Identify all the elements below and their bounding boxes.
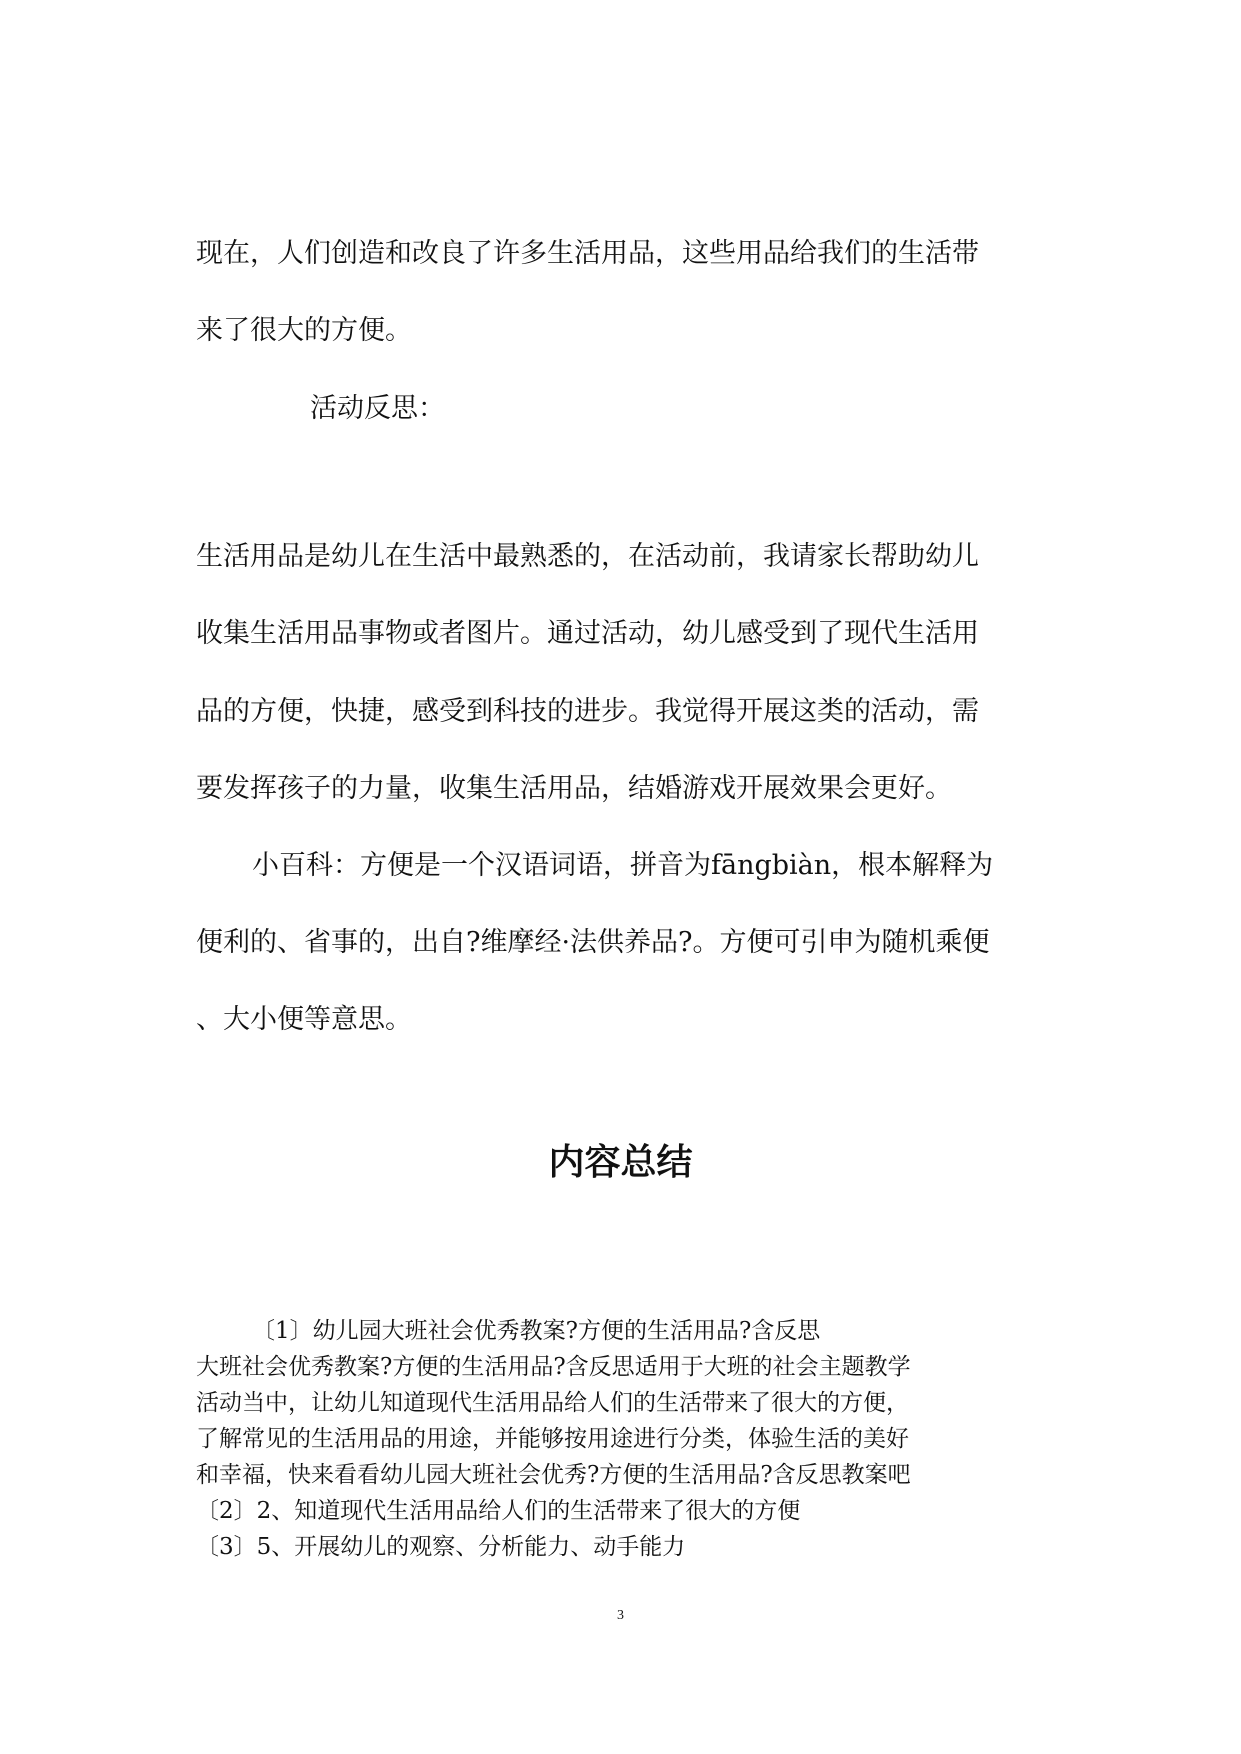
summary-line: 和幸福，快来看看幼儿园大班社会优秀?方便的生活用品?含反思教案吧 bbox=[196, 1462, 911, 1488]
summary-line: 了解常见的生活用品的用途，并能够按用途进行分类，体验生活的美好 bbox=[196, 1426, 909, 1452]
paragraph-line: 要发挥孩子的力量，收集生活用品，结婚游戏开展效果会更好。 bbox=[196, 773, 952, 804]
paragraph-line: 收集生活用品事物或者图片。通过活动，幼儿感受到了现代生活用 bbox=[196, 618, 979, 649]
paragraph-line: 小百科：方便是一个汉语词语，拼音为fāngbiàn，根本解释为 bbox=[252, 850, 994, 881]
paragraph-line: 来了很大的方便。 bbox=[196, 315, 412, 346]
summary-line: 〔3〕5、开展幼儿的观察、分析能力、动手能力 bbox=[196, 1534, 686, 1560]
summary-line: 〔2〕2、知道现代生活用品给人们的生活带来了很大的方便 bbox=[196, 1498, 801, 1524]
summary-line: 〔1〕幼儿园大班社会优秀教案?方便的生活用品?含反思 bbox=[252, 1318, 821, 1344]
summary-title: 内容总结 bbox=[548, 1141, 693, 1183]
paragraph-line: 生活用品是幼儿在生活中最熟悉的，在活动前，我请家长帮助幼儿 bbox=[196, 541, 979, 572]
section-heading-reflection: 活动反思： bbox=[310, 393, 445, 424]
summary-line: 活动当中，让幼儿知道现代生活用品给人们的生活带来了很大的方便， bbox=[196, 1390, 909, 1416]
paragraph-line: 、大小便等意思。 bbox=[196, 1004, 412, 1035]
summary-line: 大班社会优秀教案?方便的生活用品?含反思适用于大班的社会主题教学 bbox=[196, 1354, 911, 1380]
page-number: 3 bbox=[617, 1608, 624, 1623]
paragraph-line: 现在，人们创造和改良了许多生活用品，这些用品给我们的生活带 bbox=[196, 238, 979, 269]
paragraph-line: 便利的、省事的，出自?维摩经·法供养品?。方便可引申为随机乘便 bbox=[196, 927, 990, 958]
paragraph-line: 品的方便，快捷，感受到科技的进步。我觉得开展这类的活动，需 bbox=[196, 696, 979, 727]
